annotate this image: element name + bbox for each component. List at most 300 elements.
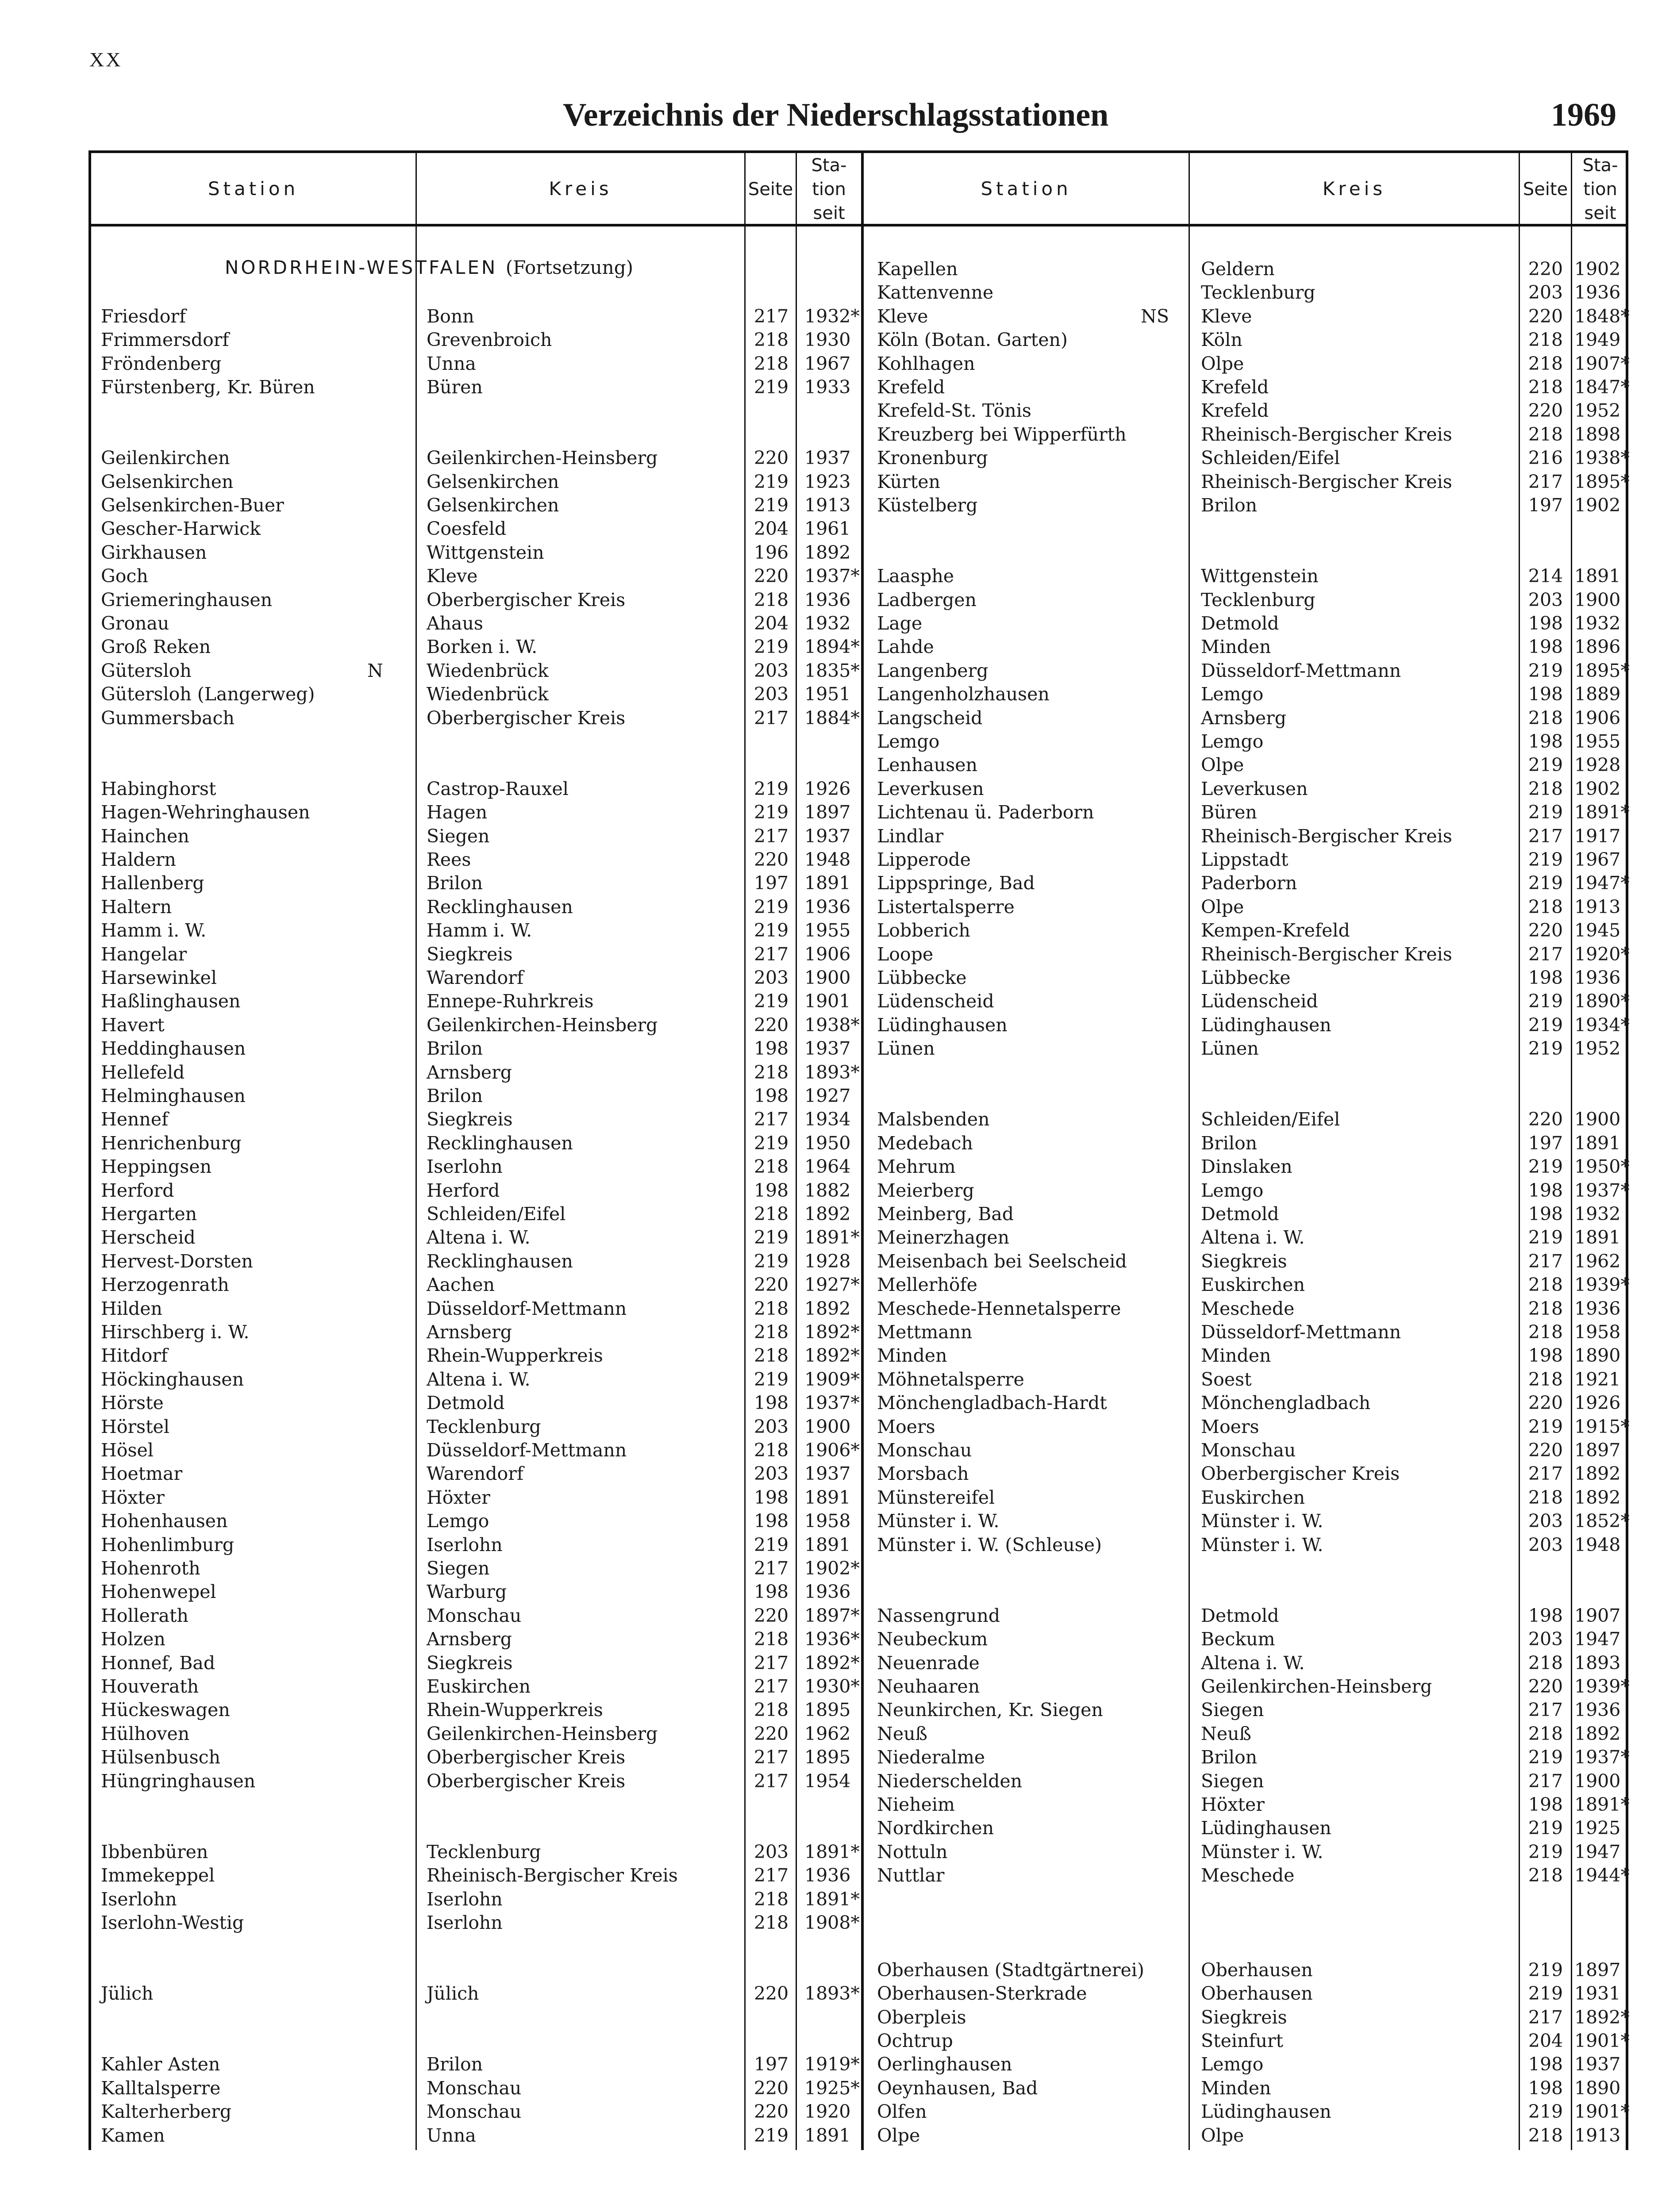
station-name: Medebach xyxy=(877,1133,973,1154)
seite-value: 197 xyxy=(1528,495,1563,516)
seite-value: 204 xyxy=(754,518,789,539)
station-seit-year: 1926 xyxy=(804,778,851,799)
station-seit-year: 1930* xyxy=(804,1676,860,1697)
station-seit-year: 1902* xyxy=(804,1558,860,1579)
seite-value: 220 xyxy=(754,2101,789,2122)
seite-value: 220 xyxy=(1528,1676,1563,1697)
kreis-name: Borken i. W. xyxy=(427,636,538,657)
kreis-name: Schleiden/Eifel xyxy=(1201,447,1340,469)
section-note: (Fortsetzung) xyxy=(505,257,633,278)
station-name: Iserlohn xyxy=(101,1889,177,1910)
seite-value: 217 xyxy=(754,1676,789,1697)
table-row xyxy=(0,1061,1658,1084)
kreis-name: Aachen xyxy=(427,1274,495,1295)
station-seit-year: 1962 xyxy=(1574,1251,1621,1272)
seite-value: 196 xyxy=(754,542,789,563)
seite-value: 219 xyxy=(1528,1014,1563,1036)
station-seit-year: 1892 xyxy=(804,1203,851,1225)
station-seit-year: 1906 xyxy=(1574,707,1621,729)
station-mark: N xyxy=(367,660,383,681)
kreis-name: Arnsberg xyxy=(427,1628,512,1650)
kreis-name: Steinfurt xyxy=(1201,2030,1284,2051)
table-row xyxy=(0,470,1658,494)
station-seit-year: 1894* xyxy=(804,636,860,657)
station-name: Lemgo xyxy=(877,731,940,752)
kreis-name: Iserlohn xyxy=(427,1156,503,1177)
seite-value: 198 xyxy=(1528,684,1563,705)
kreis-name: Siegen xyxy=(427,1558,490,1579)
station-seit-year: 1936* xyxy=(804,1628,860,1650)
kreis-name: Düsseldorf-Mettmann xyxy=(1201,660,1401,681)
kreis-name: Lüdinghausen xyxy=(1201,1014,1331,1036)
kreis-name: Bonn xyxy=(427,306,474,327)
table-row xyxy=(0,777,1658,801)
station-name: Nuttlar xyxy=(877,1865,945,1886)
kreis-name: Ahaus xyxy=(427,613,483,634)
kreis-name: Monschau xyxy=(427,1605,522,1626)
seite-value: 219 xyxy=(1528,872,1563,894)
kreis-name: Monschau xyxy=(427,2078,522,2099)
station-seit-year: 1919* xyxy=(804,2054,860,2075)
section-name: NORDRHEIN-WESTFALEN xyxy=(225,257,498,278)
seite-value: 220 xyxy=(754,1723,789,1744)
station-seit-year: 1967 xyxy=(804,353,851,374)
kreis-name: Unna xyxy=(427,2125,476,2146)
kreis-name: Paderborn xyxy=(1201,872,1297,894)
station-name: Morsbach xyxy=(877,1463,969,1484)
seite-value: 218 xyxy=(754,1298,789,1319)
header-seit-left-2: tion xyxy=(812,179,846,200)
seite-value: 218 xyxy=(754,1203,789,1225)
seite-value: 203 xyxy=(754,1463,789,1484)
station-name: Oerlinghausen xyxy=(877,2054,1012,2075)
kreis-name: Kleve xyxy=(1201,306,1252,327)
kreis-name: Lemgo xyxy=(1201,731,1264,752)
seite-value: 217 xyxy=(754,1865,789,1886)
station-seit-year: 1945 xyxy=(1574,920,1621,941)
kreis-name: Altena i. W. xyxy=(1201,1227,1305,1248)
kreis-name: Düsseldorf-Mettmann xyxy=(427,1298,627,1319)
seite-value: 217 xyxy=(754,1770,789,1792)
kreis-name: Schleiden/Eifel xyxy=(1201,1109,1340,1130)
station-seit-year: 1892 xyxy=(1574,1463,1621,1484)
kreis-name: Brilon xyxy=(427,1038,483,1059)
station-name: Herscheid xyxy=(101,1227,196,1248)
station-seit-year: 1902 xyxy=(1574,258,1621,280)
station-seit-year: 1900 xyxy=(804,1416,851,1437)
kreis-name: Monschau xyxy=(427,2101,522,2122)
station-seit-year: 1893* xyxy=(804,1062,860,1083)
seite-value: 218 xyxy=(754,1062,789,1083)
seite-value: 220 xyxy=(754,1983,789,2004)
station-seit-year: 1932 xyxy=(804,613,851,634)
station-name: Gelsenkirchen xyxy=(101,471,234,492)
station-name: Herford xyxy=(101,1180,174,1201)
seite-value: 218 xyxy=(754,1345,789,1366)
seite-value: 219 xyxy=(754,991,789,1012)
station-name: Hilden xyxy=(101,1298,162,1319)
kreis-name: Warburg xyxy=(427,1581,507,1602)
seite-value: 220 xyxy=(1528,306,1563,327)
kreis-name: Dinslaken xyxy=(1201,1156,1293,1177)
station-seit-year: 1892 xyxy=(804,1298,851,1319)
seite-value: 219 xyxy=(754,471,789,492)
seite-value: 203 xyxy=(754,684,789,705)
station-name: Hirschberg i. W. xyxy=(101,1321,250,1343)
station-seit-year: 1913 xyxy=(1574,2125,1621,2146)
station-seit-year: 1891 xyxy=(804,2125,851,2146)
seite-value: 218 xyxy=(1528,2125,1563,2146)
station-seit-year: 1938* xyxy=(1574,447,1630,469)
seite-value: 219 xyxy=(1528,1747,1563,1768)
table-row xyxy=(0,1202,1658,1226)
station-seit-year: 1913 xyxy=(804,495,851,516)
station-seit-year: 1895 xyxy=(804,1699,851,1720)
table-row xyxy=(0,801,1658,824)
station-seit-year: 1897* xyxy=(804,1605,860,1626)
seite-value: 197 xyxy=(754,2054,789,2075)
seite-value: 198 xyxy=(1528,731,1563,752)
seite-value: 198 xyxy=(1528,2054,1563,2075)
station-seit-year: 1901* xyxy=(1574,2030,1630,2051)
kreis-name: Tecklenburg xyxy=(427,1841,541,1863)
seite-value: 218 xyxy=(1528,329,1563,350)
station-seit-year: 1939* xyxy=(1574,1676,1630,1697)
station-seit-year: 1891* xyxy=(804,1841,860,1863)
station-seit-year: 1891 xyxy=(1574,1133,1621,1154)
station-seit-year: 1928 xyxy=(1574,754,1621,776)
station-seit-year: 1936 xyxy=(804,1581,851,1602)
kreis-name: Münster i. W. xyxy=(1201,1534,1323,1555)
station-name: Kohlhagen xyxy=(877,353,975,374)
station-name: Münster i. W. (Schleuse) xyxy=(877,1534,1102,1555)
kreis-name: Lippstadt xyxy=(1201,849,1289,870)
seite-value: 220 xyxy=(1528,258,1563,280)
station-seit-year: 1902 xyxy=(1574,778,1621,799)
seite-value: 203 xyxy=(754,660,789,681)
kreis-name: Hamm i. W. xyxy=(427,920,532,941)
station-name: Lobberich xyxy=(877,920,970,941)
kreis-name: Düsseldorf-Mettmann xyxy=(427,1440,627,1461)
station-name: Harsewinkel xyxy=(101,967,217,988)
station-name: Hüngringhausen xyxy=(101,1770,256,1792)
station-name: Neuß xyxy=(877,1723,927,1744)
table-row xyxy=(0,1486,1658,1509)
seite-value: 219 xyxy=(1528,991,1563,1012)
seite-value: 203 xyxy=(1528,1534,1563,1555)
table-row xyxy=(0,612,1658,635)
station-seit-year: 1951 xyxy=(804,684,851,705)
table-row xyxy=(0,1698,1658,1722)
station-seit-year: 1921 xyxy=(1574,1369,1621,1390)
station-name: Neuhaaren xyxy=(877,1676,980,1697)
station-name: Niederalme xyxy=(877,1747,985,1768)
station-seit-year: 1958 xyxy=(804,1510,851,1532)
seite-value: 204 xyxy=(1528,2030,1563,2051)
kreis-name: Tecklenburg xyxy=(427,1416,541,1437)
station-name: Groß Reken xyxy=(101,636,211,657)
station-seit-year: 1892 xyxy=(1574,1723,1621,1744)
seite-value: 219 xyxy=(754,802,789,823)
station-name: Goch xyxy=(101,565,148,587)
kreis-name: Brilon xyxy=(1201,495,1258,516)
table-row xyxy=(0,1816,1658,1840)
station-seit-year: 1925 xyxy=(1574,1817,1621,1839)
station-name: Hellefeld xyxy=(101,1062,185,1083)
table-row xyxy=(0,1155,1658,1179)
seite-value: 218 xyxy=(754,353,789,374)
seite-value: 218 xyxy=(1528,707,1563,729)
kreis-name: Rheinisch-Bergischer Kreis xyxy=(427,1865,678,1886)
kreis-name: Siegen xyxy=(427,826,490,847)
table-row xyxy=(0,659,1658,683)
seite-value: 217 xyxy=(754,1109,789,1130)
station-name: Havert xyxy=(101,1014,165,1036)
kreis-name: Siegkreis xyxy=(1201,1251,1287,1272)
station-seit-year: 1906* xyxy=(804,1440,860,1461)
station-name: Haßlinghausen xyxy=(101,991,241,1012)
kreis-name: Olpe xyxy=(1201,2125,1244,2146)
station-name: Herzogenrath xyxy=(101,1274,229,1295)
kreis-name: Recklinghausen xyxy=(427,896,573,918)
kreis-name: Brilon xyxy=(1201,1747,1258,1768)
station-name: Meschede-Hennetalsperre xyxy=(877,1298,1121,1319)
kreis-name: Altena i. W. xyxy=(427,1369,531,1390)
station-name: Nieheim xyxy=(877,1794,955,1815)
seite-value: 197 xyxy=(1528,1133,1563,1154)
header-kreis-left: Kreis xyxy=(549,178,612,200)
station-name: Krefeld xyxy=(877,376,945,398)
station-name: Langenberg xyxy=(877,660,989,681)
station-seit-year: 1891 xyxy=(804,1487,851,1508)
station-name: Möhnetalsperre xyxy=(877,1369,1024,1390)
station-seit-year: 1930 xyxy=(804,329,851,350)
seite-value: 220 xyxy=(754,1605,789,1626)
station-seit-year: 1892* xyxy=(804,1321,860,1343)
station-name: Krefeld-St. Tönis xyxy=(877,400,1031,421)
station-seit-year: 1939* xyxy=(1574,1274,1630,1295)
station-name: Langscheid xyxy=(877,707,983,729)
station-seit-year: 1937* xyxy=(804,1392,860,1413)
station-seit-year: 1950 xyxy=(804,1133,851,1154)
station-seit-year: 1920 xyxy=(804,2101,851,2122)
station-seit-year: 1937* xyxy=(1574,1180,1630,1201)
station-seit-year: 1933 xyxy=(804,376,851,398)
table-row xyxy=(0,707,1658,730)
kreis-name: Warendorf xyxy=(427,967,523,988)
table-row xyxy=(0,1037,1658,1060)
station-name: Hörste xyxy=(101,1392,164,1413)
seite-value: 217 xyxy=(1528,2007,1563,2028)
station-seit-year: 1936 xyxy=(1574,1699,1621,1720)
kreis-name: Lemgo xyxy=(1201,2054,1264,2075)
kreis-name: Oberbergischer Kreis xyxy=(427,1747,626,1768)
station-name: Laasphe xyxy=(877,565,954,587)
station-name: Neunkirchen, Kr. Siegen xyxy=(877,1699,1103,1720)
seite-value: 219 xyxy=(1528,1227,1563,1248)
station-name: Kürten xyxy=(877,471,940,492)
station-name: Helminghausen xyxy=(101,1085,246,1106)
station-seit-year: 1936 xyxy=(1574,967,1621,988)
table-row xyxy=(0,919,1658,942)
table-row xyxy=(0,1911,1658,1935)
seite-value: 217 xyxy=(754,944,789,965)
station-name: Nassengrund xyxy=(877,1605,1000,1626)
station-name: Hitdorf xyxy=(101,1345,168,1366)
table-row xyxy=(0,2077,1658,2100)
kreis-name: Siegkreis xyxy=(1201,2007,1287,2028)
table-row xyxy=(0,1840,1658,1864)
station-seit-year: 1950* xyxy=(1574,1156,1630,1177)
seite-value: 219 xyxy=(754,1227,789,1248)
station-name: Gütersloh (Langerweg) xyxy=(101,684,315,705)
seite-value: 218 xyxy=(754,1440,789,1461)
station-seit-year: 1891 xyxy=(804,1534,851,1555)
seite-value: 217 xyxy=(1528,1699,1563,1720)
seite-value: 198 xyxy=(754,1392,789,1413)
table-row xyxy=(0,2100,1658,2124)
station-seit-year: 1909* xyxy=(804,1369,860,1390)
station-seit-year: 1892 xyxy=(1574,1487,1621,1508)
station-seit-year: 1900 xyxy=(1574,1109,1621,1130)
kreis-name: Minden xyxy=(1201,1345,1271,1366)
kreis-name: Lüdenscheid xyxy=(1201,991,1318,1012)
seite-value: 203 xyxy=(1528,1510,1563,1532)
table-row xyxy=(0,1391,1658,1415)
seite-value: 219 xyxy=(754,778,789,799)
kreis-name: Krefeld xyxy=(1201,376,1269,398)
station-name: Hörstel xyxy=(101,1416,169,1437)
seite-value: 218 xyxy=(1528,424,1563,445)
kreis-name: Geilenkirchen-Heinsberg xyxy=(427,1014,658,1036)
seite-value: 217 xyxy=(1528,826,1563,847)
station-name: Münstereifel xyxy=(877,1487,995,1508)
table-row xyxy=(0,328,1658,352)
station-name: Hohenhausen xyxy=(101,1510,228,1532)
station-seit-year: 1937 xyxy=(804,826,851,847)
station-name: Lünen xyxy=(877,1038,935,1059)
station-name: Lindlar xyxy=(877,826,944,847)
seite-value: 220 xyxy=(754,2078,789,2099)
station-seit-year: 1952 xyxy=(1574,400,1621,421)
kreis-name: Recklinghausen xyxy=(427,1251,573,1272)
station-name: Meinberg, Bad xyxy=(877,1203,1014,1225)
seite-value: 219 xyxy=(1528,660,1563,681)
page-year: 1969 xyxy=(1551,97,1616,133)
station-seit-year: 1937 xyxy=(804,1038,851,1059)
table-row xyxy=(0,1014,1658,1037)
station-seit-year: 1915* xyxy=(1574,1416,1630,1437)
kreis-name: Soest xyxy=(1201,1369,1252,1390)
station-seit-year: 1891* xyxy=(1574,1794,1630,1815)
station-seit-year: 1955 xyxy=(1574,731,1621,752)
kreis-name: Oberhausen xyxy=(1201,1959,1313,1981)
station-name: Küstelberg xyxy=(877,495,978,516)
kreis-name: Hagen xyxy=(427,802,488,823)
seite-value: 198 xyxy=(1528,636,1563,657)
kreis-name: Mönchengladbach xyxy=(1201,1392,1371,1413)
seite-value: 217 xyxy=(754,1558,789,1579)
table-row xyxy=(0,2124,1658,2147)
station-name: Girkhausen xyxy=(101,542,207,563)
seite-value: 219 xyxy=(1528,1156,1563,1177)
table-row xyxy=(0,1722,1658,1746)
station-seit-year: 1925* xyxy=(804,2078,860,2099)
station-name: Langenholzhausen xyxy=(877,684,1050,705)
seite-value: 198 xyxy=(1528,613,1563,634)
station-seit-year: 1947* xyxy=(1574,872,1630,894)
kreis-name: Siegen xyxy=(1201,1699,1264,1720)
kreis-name: Neuß xyxy=(1201,1723,1251,1744)
seite-value: 218 xyxy=(1528,1723,1563,1744)
station-seit-year: 1936 xyxy=(1574,282,1621,303)
station-name: Gescher-Harwick xyxy=(101,518,261,539)
kreis-name: Büren xyxy=(1201,802,1257,823)
station-seit-year: 1884* xyxy=(804,707,860,729)
kreis-name: Rhein-Wupperkreis xyxy=(427,1699,603,1720)
station-seit-year: 1954 xyxy=(804,1770,851,1792)
header-seit-right-3: seit xyxy=(1584,203,1616,223)
station-seit-year: 1937* xyxy=(1574,1747,1630,1768)
station-name: Oberhausen (Stadtgärtnerei) xyxy=(877,1959,1144,1981)
station-seit-year: 1913 xyxy=(1574,896,1621,918)
station-seit-year: 1948 xyxy=(804,849,851,870)
station-name: Kamen xyxy=(101,2125,165,2146)
page-number: XX xyxy=(89,48,123,71)
kreis-name: Rhein-Wupperkreis xyxy=(427,1345,603,1366)
kreis-name: Düsseldorf-Mettmann xyxy=(1201,1321,1401,1343)
station-name: Lippspringe, Bad xyxy=(877,872,1035,894)
station-name: Lenhausen xyxy=(877,754,977,776)
table-row xyxy=(0,1439,1658,1462)
kreis-name: Siegkreis xyxy=(427,1652,513,1674)
station-name: Münster i. W. xyxy=(877,1510,1000,1532)
station-name: Hervest-Dorsten xyxy=(101,1251,253,1272)
station-seit-year: 1967 xyxy=(1574,849,1621,870)
table-row xyxy=(0,1580,1658,1604)
seite-value: 203 xyxy=(1528,282,1563,303)
station-seit-year: 1936 xyxy=(804,1865,851,1886)
station-seit-year: 1848* xyxy=(1574,306,1630,327)
station-name: Frimmersdorf xyxy=(101,329,229,350)
seite-value: 219 xyxy=(754,376,789,398)
seite-value: 219 xyxy=(754,1251,789,1272)
station-seit-year: 1892 xyxy=(804,542,851,563)
station-seit-year: 1906 xyxy=(804,944,851,965)
seite-value: 198 xyxy=(1528,1203,1563,1225)
kreis-name: Euskirchen xyxy=(1201,1487,1305,1508)
seite-value: 203 xyxy=(1528,589,1563,611)
kreis-name: Gelsenkirchen xyxy=(427,495,559,516)
station-seit-year: 1900 xyxy=(1574,589,1621,611)
station-seit-year: 1895 xyxy=(804,1747,851,1768)
station-name: Henrichenburg xyxy=(101,1133,242,1154)
station-name: Hohenwepel xyxy=(101,1581,216,1602)
seite-value: 217 xyxy=(754,826,789,847)
station-name: Habinghorst xyxy=(101,778,216,799)
station-name: Friesdorf xyxy=(101,306,186,327)
station-name: Hallenberg xyxy=(101,872,204,894)
seite-value: 218 xyxy=(754,1321,789,1343)
kreis-name: Olpe xyxy=(1201,353,1244,374)
seite-value: 220 xyxy=(754,447,789,469)
kreis-name: Warendorf xyxy=(427,1463,523,1484)
station-seit-year: 1927 xyxy=(804,1085,851,1106)
station-name: Houverath xyxy=(101,1676,199,1697)
station-seit-year: 1891* xyxy=(1574,802,1630,823)
table-row xyxy=(0,966,1658,990)
table-row xyxy=(0,399,1658,422)
